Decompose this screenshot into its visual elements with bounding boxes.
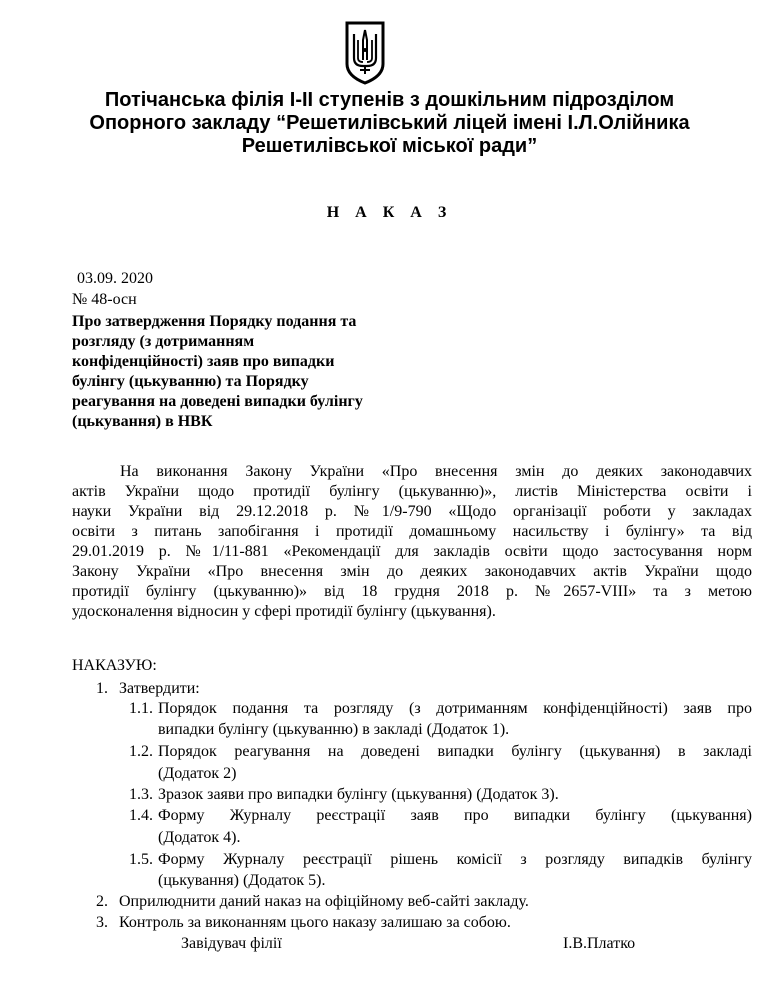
subitem-text: (цькування) (Додаток 5). [158, 872, 326, 889]
preamble-line: На виконання Закону України «Про внесення змін до деяких законодавчих [120, 463, 752, 480]
subitem-number: 1.4. [129, 807, 153, 824]
signature-name: І.В.Платко [563, 935, 636, 952]
list-item-number: 1. [96, 680, 108, 697]
org-name-line-3: Решетилівської міської ради” [241, 135, 538, 157]
preamble [72, 462, 752, 622]
list-item-number: 2. [96, 893, 108, 910]
order-subject [72, 312, 363, 432]
subject-line: булінгу (цькуванню) та Порядку [72, 373, 309, 390]
org-name-line-2: Опорного закладу “Решетилівський ліцей імені І.Л.Олійника [89, 112, 690, 134]
subitem-number: 1.1. [129, 700, 153, 717]
subject-line: реагування на доведені випадки булінгу [72, 393, 363, 410]
order-date: 03.09. 2020 [77, 270, 153, 287]
subitem-text: (Додаток 4). [158, 829, 241, 846]
subject-line: конфіденційності) заяв про випадки [72, 353, 335, 370]
preamble-line: 29.01.2019 р. №1/11-881 «Рекомендації для закладів освіти щодо застосування норм [72, 543, 752, 560]
subject-line: Про затвердження Порядку подання та [72, 313, 357, 330]
preamble-line: удосконалення відносин у сфері протидії булінгу (цькування). [72, 603, 496, 620]
list-item-text: Затвердити: [119, 680, 200, 697]
order-number: № 48-осн [72, 291, 137, 308]
subitem-number: 1.2. [129, 743, 153, 760]
preamble-line: Закону України «Про внесення змін до деяких законодавчих актів України щодо [72, 563, 752, 580]
org-name-line-1: Потічанська філія І-ІІ ступенів з дошкільним підрозділом [104, 89, 675, 111]
subject-line: (цькування) в НВК [72, 413, 213, 430]
subitem-text: випадки булінгу (цькуванню) в закладі (Додаток 1). [158, 721, 510, 738]
subitem-number: 1.5. [129, 851, 153, 868]
subitem-text: Порядок подання та розгляду (з дотриманням конфіденційності) заяв про [158, 700, 752, 717]
order-word: НАКАЗУЮ: [72, 657, 157, 674]
trident-coat-of-arms-icon [343, 20, 387, 86]
document-type: Н А К А З [326, 204, 453, 221]
list-item-text: Контроль за виконанням цього наказу залишаю за собою. [119, 914, 511, 931]
subject-line: розгляду (з дотриманням [72, 333, 255, 350]
preamble-line: протидії булінгу (цькуванню)» від 18 грудня 2018 р. №2657-VIII» та з метою [72, 583, 752, 600]
preamble-line: освіти з питань запобігання і протидії домашньому насильству і булінгу» та від [72, 523, 752, 540]
preamble-line: науки України від 29.12.2018 р. №1/9-790 «Щодо організації роботи у закладах [72, 503, 752, 520]
list-item-number: 3. [96, 914, 108, 931]
subitem-text: Зразок заяви про випадки булінгу (цькування) (Додаток 3). [158, 786, 559, 803]
subitem-text: Порядок реагування на доведені випадки булінгу (цькування) в закладі [158, 743, 752, 760]
subitem-number: 1.3. [129, 786, 153, 803]
subitem-text: Форму Журналу реєстрації заяв про випадки булінгу (цькування) [158, 807, 752, 824]
signature-position: Завідувач філії [181, 935, 282, 952]
list-item-text: Оприлюднити даний наказ на офіційному веб-сайті закладу. [119, 893, 529, 910]
subitem-text: (Додаток 2) [158, 765, 237, 782]
preamble-line: актів України щодо протидії булінгу (цькуванню)», листів Міністерства освіти і [72, 483, 752, 500]
subitem-text: Форму Журналу реєстрації рішень комісії з розгляду випадків булінгу [158, 851, 752, 868]
